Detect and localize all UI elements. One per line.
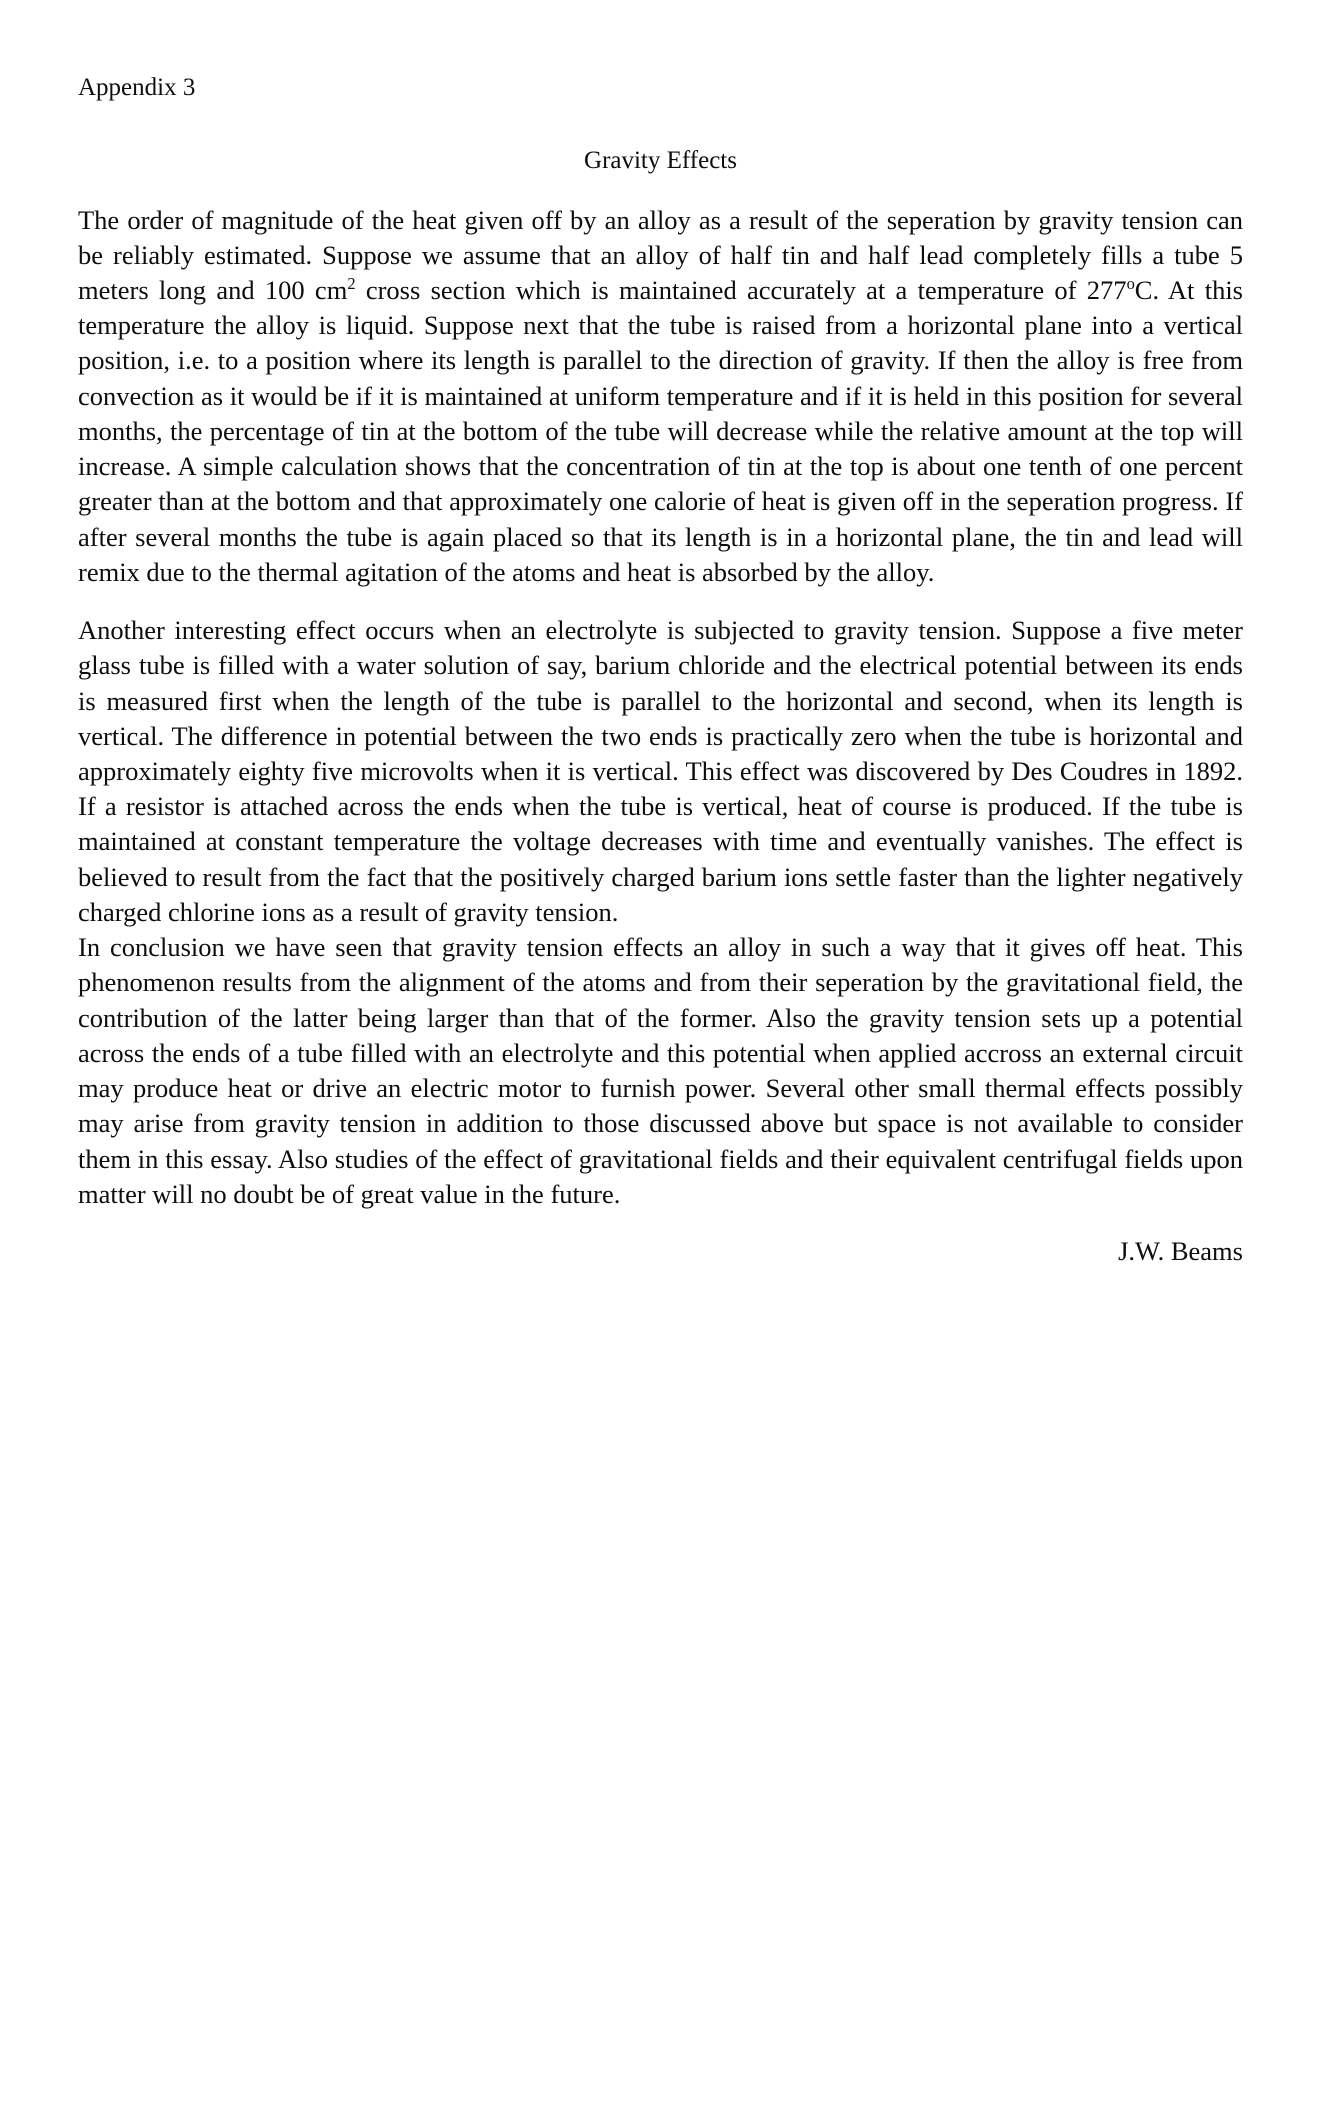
page-title: Gravity Effects bbox=[584, 147, 737, 175]
paragraph-three: In conclusion we have seen that gravity tension effects an alloy in such a way that it gives off heat. This phenomenon results from the alignment of the atoms and from their seperation by the gravitational field, the contribution of the latter being larger than that of the former. Also the gravity tension sets up a potential across the ends of a tube filled with an electrolyte and this potential when applied accross an external circuit may produce heat or drive an electric motor to furnish power. Several other small thermal effects possibly may arise from gravity tension in addition to those discussed above but space is not available to consider them in this essay. Also studies of the effect of gravitational fields and their equivalent centrifugal fields upon matter will no doubt be of great value in the future. bbox=[78, 932, 1243, 1209]
paragraph-two: Another interesting effect occurs when an electrolyte is subjected to gravity tension. Suppose a five meter glass tube is filled with a water solution of say, barium chloride and the electrical potential between its ends is measured first when the length of the tube is parallel to the horizontal and second, when its length is vertical. The difference in potential between the two ends is practically zero when the tube is horizontal and approximately eighty five microvolts when it is vertical. This effect was discovered by Des Coudres in 1892. If a resistor is attached across the ends when the tube is vertical, heat of course is produced. If the tube is maintained at constant temperature the voltage decreases with time and eventually vanishes. The effect is believed to result from the fact that the positively charged barium ions settle faster than the lighter negatively charged chlorine ions as a result of gravity tension. bbox=[78, 615, 1243, 927]
document-content bbox=[78, 72, 1243, 1269]
appendix-header: Appendix 3 bbox=[78, 74, 196, 101]
superscript-degree: o bbox=[1126, 274, 1135, 294]
paragraph-one-part-b: cross section which is maintained accurately at a temperature of 277 bbox=[355, 274, 1127, 305]
paragraph-one-part-a: The order of magnitude of the heat given off by an alloy as a result of the seperation by gravity tension can be reliably estimated. Suppose we assume that an alloy of half tin and half lead completely fills a tube 5 meters long and 100 cm bbox=[78, 204, 1243, 305]
author-signature: J.W. Beams bbox=[1118, 1236, 1243, 1267]
paragraph-one-part-c: C. At this temperature the alloy is liquid. Suppose next that the tube is raised from a horizontal plane into a vertical position, i.e. to a position where its length is parallel to the direction of gravity. If then the alloy is free from convection as it would be if it is maintained at uniform temperature and if it is held in this position for several months, the percentage of tin at the bottom of the tube will decrease while the relative amount at the top will increase. A simple calculation shows that the concentration of tin at the top is about one tenth of one percent greater than at the bottom and that approximately one calorie of heat is given off in the seperation progress. If after several months the tube is again placed so that its length is in a horizontal plane, the tin and lead will remix due to the thermal agitation of the atoms and heat is absorbed by the alloy. bbox=[78, 274, 1243, 587]
superscript-square: 2 bbox=[347, 274, 356, 294]
paragraph-one bbox=[78, 203, 1243, 591]
